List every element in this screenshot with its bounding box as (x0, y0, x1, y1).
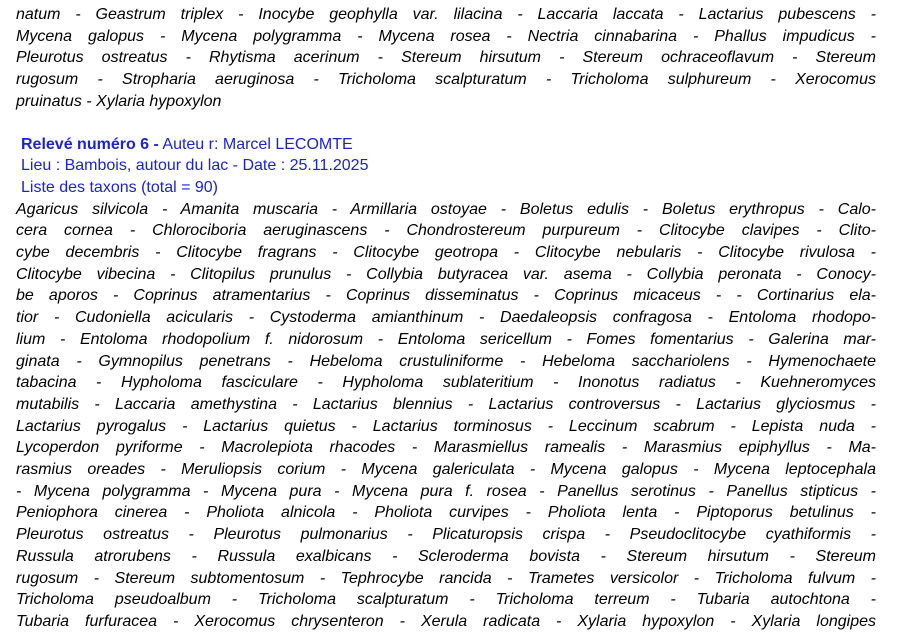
taxa-line: cybe decembris - Clitocybe fragrans - Clitocybe geotropa - Clitocybe nebularis - Clitocybe rivulosa - (16, 244, 876, 262)
taxa-line: Pleurotus ostreatus - Rhytisma acerinum - Stereum hirsutum - Stereum ochraceoflavum - Stereum (16, 49, 876, 67)
taxa-line: mutabilis - Laccaria amethystina - Lactarius blennius - Lactarius controversus - Lactarius glyciosmus - (16, 395, 876, 413)
taxa-line: tior - Cudoniella acicularis - Cystoderma amianthinum - Daedaleopsis confragosa - Entoloma rhodopo- (16, 309, 876, 327)
taxa-line: Lycoperdon pyriforme - Macrolepiota rhacodes - Marasmiellus ramealis - Marasmius epiphyllus - Ma- (16, 439, 876, 457)
taxa-line: Peniophora cinerea - Pholiota alnicola - Pholiota curvipes - Pholiota lenta - Piptoporus betulinus - (16, 504, 876, 522)
releve-title: Relevé numéro 6 - (21, 135, 159, 153)
taxa-line: be aporos - Coprinus atramentarius - Coprinus disseminatus - Coprinus micaceus - - Cortinarius ela- (16, 287, 876, 305)
taxa-line: cera cornea - Chlorociboria aeruginascens - Chondrostereum purpureum - Clitocybe clavipes - Clito- (16, 222, 876, 240)
taxa-line: ginata - Gymnopilus penetrans - Hebeloma crustuliniforme - Hebeloma sacchariolens - Hymenochaete (16, 352, 876, 370)
taxa-line: rasmius oreades - Meruliopsis corium - Mycena galericulata - Mycena galopus - Mycena leptocephala (16, 461, 876, 479)
taxa-line: Pleurotus ostreatus - Pleurotus pulmonarius - Plicaturopsis crispa - Pseudoclitocybe cyathiformis - (16, 526, 876, 544)
taxa-line: natum - Geastrum triplex - Inocybe geophylla var. lilacina - Laccaria laccata - Lactarius pubescens - (16, 6, 876, 23)
taxa-line: rugosum - Stereum subtomentosum - Tephrocybe rancida - Trametes versicolor - Tricholoma fulvum - (16, 569, 876, 587)
taxa-line: Russula atrorubens - Russula exalbicans - Scleroderma bovista - Stereum hirsutum - Stereum (16, 547, 876, 565)
releve-header (16, 134, 876, 199)
previous-taxa-list (16, 4, 876, 113)
taxa-line: Tricholoma pseudoalbum - Tricholoma scalpturatum - Tricholoma terreum - Tubaria autochtona - (16, 591, 876, 609)
releve-location-date: Lieu : Bambois, autour du lac - Date : 25.11.2025 (21, 157, 369, 175)
taxa-line: tabacina - Hypholoma fasciculare - Hypholoma sublateritium - Inonotus radiatus - Kuehneromyces (16, 374, 876, 392)
taxa-line: Clitocybe vibecina - Clitopilus prunulus - Collybia butyracea var. asema - Collybia peronata - Conocy- (16, 265, 876, 283)
taxa-line: Mycena galopus - Mycena polygramma - Mycena rosea - Nectria cinnabarina - Phallus impudicus - (16, 27, 876, 45)
releve-taxa-count: Liste des taxons (total = 90) (21, 178, 218, 196)
taxa-line: Agaricus silvicola - Amanita muscaria - Armillaria ostoyae - Boletus edulis - Boletus erythropus - Calo- (16, 200, 876, 218)
taxa-line: pruinatus - Xylaria hypoxylon (16, 92, 222, 110)
releve-author: Auteu r: Marcel LECOMTE (158, 135, 353, 153)
taxa-line: lium - Entoloma rhodopolium f. nidorosum - Entoloma sericellum - Fomes fomentarius - Galerina mar- (16, 330, 876, 348)
taxa-line: rugosum - Stropharia aeruginosa - Tricholoma scalpturatum - Tricholoma sulphureum - Xerocomus (16, 71, 876, 89)
releve-title-line (16, 134, 876, 156)
taxa-line: Lactarius pyrogalus - Lactarius quietus - Lactarius torminosus - Leccinum scabrum - Lepista nuda - (16, 417, 876, 435)
taxa-line: - Mycena polygramma - Mycena pura - Mycena pura f. rosea - Panellus serotinus - Panellus stipticus - (16, 482, 876, 500)
taxa-line: Tubaria furfuracea - Xerocomus chrysenteron - Xerula radicata - Xylaria hypoxylon - Xylaria longipes (16, 612, 876, 630)
releve-taxa-list (16, 199, 876, 633)
